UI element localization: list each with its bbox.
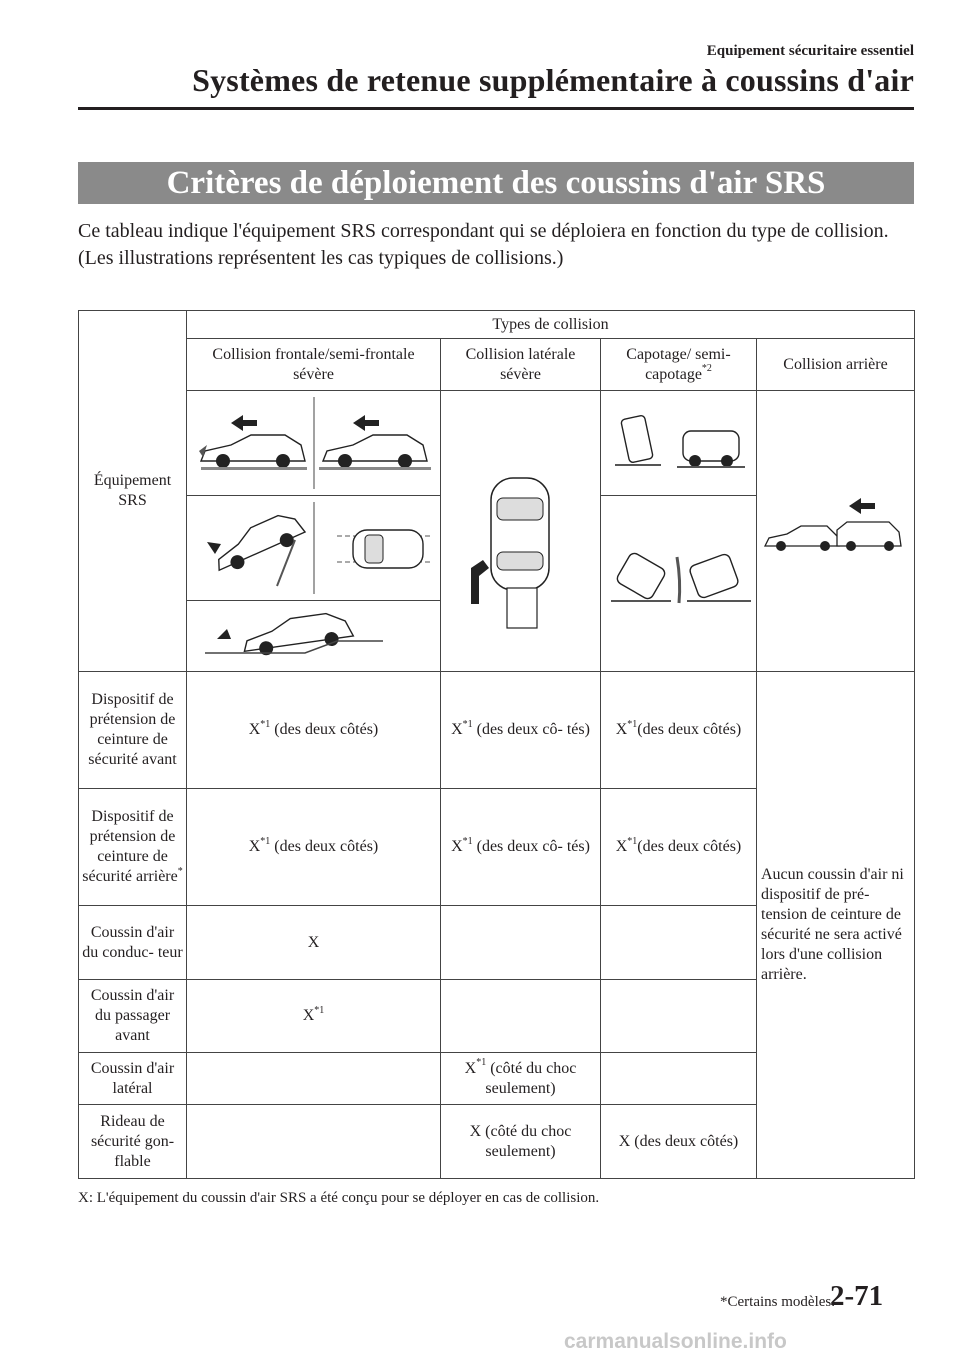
- page-number: 2-71: [830, 1280, 884, 1312]
- row-label-conducteur: Coussin d'air du conduc- teur: [79, 906, 187, 980]
- cell-lateral-frontal: [187, 1053, 441, 1105]
- col-header-frontal: Collision frontale/semi-frontale sévère: [187, 339, 441, 391]
- row-label-ceinture-avant: Dispositif de prétension de ceinture de sécurité avant: [79, 672, 187, 789]
- col-header-capotage: Capotage/ semi-capotage$^{*2}$: [601, 339, 757, 391]
- illustration-capotage-2: [601, 496, 757, 672]
- cell-conducteur-capotage: [601, 906, 757, 980]
- intro-line-2: (Les illustrations représentent les cas typiques de collisions.): [78, 247, 564, 269]
- collision-types-header: Types de collision: [187, 311, 915, 339]
- illustration-frontal-2: [187, 496, 441, 601]
- intro-line-1: Ce tableau indique l'équipement SRS correspondant qui se déploiera en fonction du type de collision.: [78, 220, 889, 242]
- cell-rear-note: Aucun coussin d'air ni dispositif de pré- tension de ceinture de sécurité ne sera activé lors d'une collision arrière.: [757, 672, 915, 1179]
- cell-ceinture-avant-frontal: $X^{*1}$ (des deux côtés): [187, 672, 441, 789]
- row-label-passager: Coussin d'air du passager avant: [79, 980, 187, 1053]
- cell-ceinture-arriere-frontal: $X^{*1}$ (des deux côtés): [187, 789, 441, 906]
- cell-rideau-frontal: [187, 1105, 441, 1179]
- illustration-lateral: [441, 391, 601, 672]
- cell-ceinture-arriere-capotage: $X^{*1}(des$ deux côtés): [601, 789, 757, 906]
- deployment-criteria-table: [78, 310, 915, 1179]
- cell-passager-frontal: $X^{*1}$: [187, 980, 441, 1053]
- cell-lateral-lateral: $X^{*1}$ (côté du choc seulement): [441, 1053, 601, 1105]
- cell-conducteur-lateral: [441, 906, 601, 980]
- header-rule: [78, 107, 914, 110]
- row-label-ceinture-arriere: Dispositif de prétension de ceinture de sécurité arrière*: [79, 789, 187, 906]
- cell-ceinture-avant-lateral: $X^{*1}$ (des deux cô- tés): [441, 672, 601, 789]
- illustration-arriere: [757, 391, 915, 672]
- table-footnote: X: L'équipement du coussin d'air SRS a été conçu pour se déployer en cas de collision.: [78, 1190, 600, 1206]
- intro-text: [78, 218, 918, 272]
- row-label-lateral: Coussin d'air latéral: [79, 1053, 187, 1105]
- illustration-frontal-3: [187, 601, 441, 672]
- col-header-lateral: Collision latérale sévère: [441, 339, 601, 391]
- section-label: Equipement sécuritaire essentiel: [706, 43, 914, 59]
- cell-ceinture-avant-capotage: $X^{*1}(des$ deux côtés): [601, 672, 757, 789]
- section-banner: Critères de déploiement des coussins d'air SRS: [78, 162, 914, 204]
- table-corner-header: Équipement SRS: [79, 311, 187, 672]
- cell-rideau-lateral: X (côté du choc seulement): [441, 1105, 601, 1179]
- cell-ceinture-arriere-lateral: $X^{*1}$ (des deux cô- tés): [441, 789, 601, 906]
- cell-passager-lateral: [441, 980, 601, 1053]
- page-header-title: Systèmes de retenue supplémentaire à coussins d'air: [192, 62, 914, 98]
- col-header-arriere: Collision arrière: [757, 339, 915, 391]
- cell-rideau-capotage: X (des deux côtés): [601, 1105, 757, 1179]
- models-note: *Certains modèles.: [720, 1294, 835, 1310]
- illustration-frontal-1: [187, 391, 441, 496]
- row-label-rideau: Rideau de sécurité gon- flable: [79, 1105, 187, 1179]
- cell-lateral-capotage: [601, 1053, 757, 1105]
- watermark: carmanualsonline.info: [564, 1330, 787, 1353]
- cell-passager-capotage: [601, 980, 757, 1053]
- illustration-capotage-1: [601, 391, 757, 496]
- cell-conducteur-frontal: X: [187, 906, 441, 980]
